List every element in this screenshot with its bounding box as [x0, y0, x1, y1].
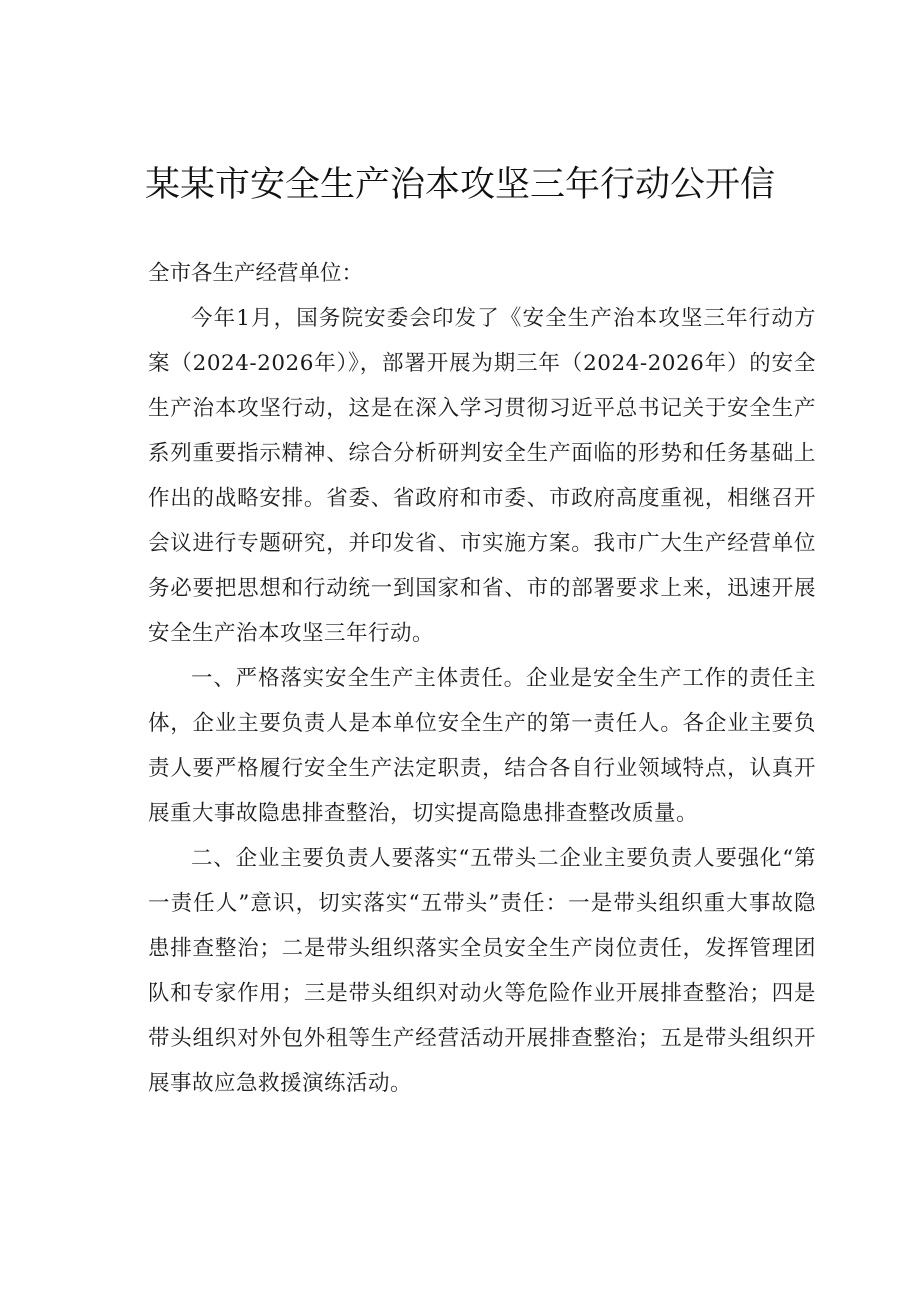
document-title: 某某市安全生产治本攻坚三年行动公开信: [144, 165, 775, 205]
paragraph-section-two: 二、企业主要负责人要落实“五带头二企业主要负责人要强化“第一责任人”意识，切实落实“五带头”责任：一是带头组织重大事故隐患排查整治；二是带头组织落实全员安全生产岗位责任，发挥管理团队和专家作用；三是带头组织对动火等危险作业开展排查整治；四是带头组织对外包外租等生产经营活动开展排查整治；五是带头组织开展事故应急救援演练活动。: [148, 846, 816, 1096]
paragraph-section-one: 一、严格落实安全生产主体责任。企业是安全生产工作的责任主体，企业主要负责人是本单位安全生产的第一责任人。各企业主要负责人要严格履行安全生产法定职责，结合各自行业领域特点，认真开展重大事故隐患排查整治，切实提高隐患排查整改质量。: [148, 666, 816, 826]
paragraph-intro: 今年1月，国务院安委会印发了《安全生产治本攻坚三年行动方案（2024-2026年）》，部署开展为期三年（2024-2026年）的安全生产治本攻坚行动，这是在深入学习贯彻习近平总书记关于安全生产系列重要指示精神、综合分析研判安全生产面临的形势和任务基础上作出的战略安排。省委、省政府和市委、市政府高度重视，相继召开会议进行专题研究，并印发省、市实施方案。我市广大生产经营单位务必要把思想和行动统一到国家和省、市的部署要求上来，迅速开展安全生产治本攻坚三年行动。: [148, 306, 816, 646]
salutation: 全市各生产经营单位：: [148, 261, 364, 286]
document-body: [148, 251, 816, 1106]
